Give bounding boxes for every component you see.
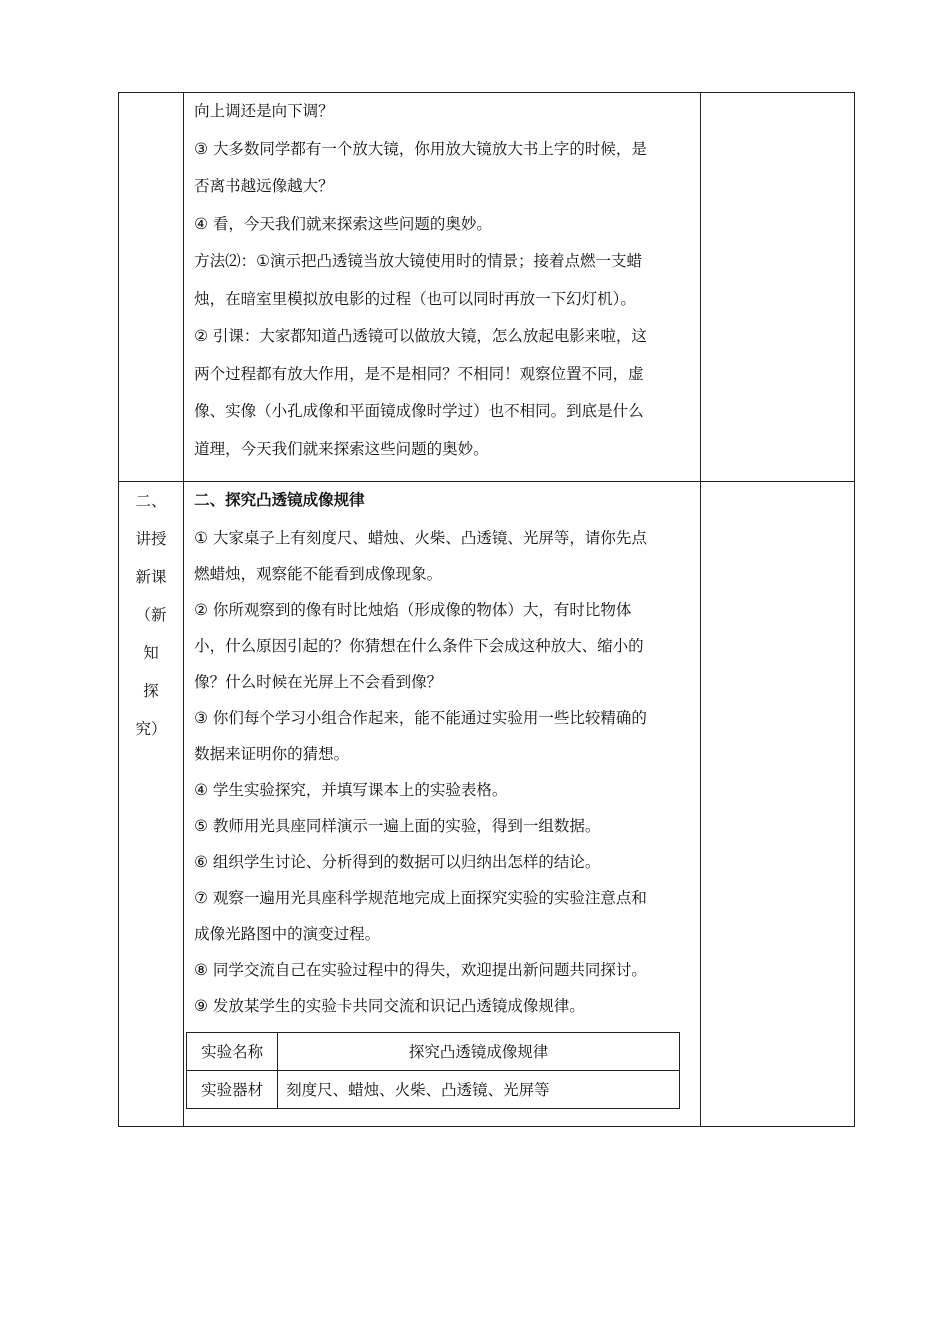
experiment-name-label: 实验名称 xyxy=(187,1032,278,1070)
text-line: 像？什么时候在光屏上不会看到像？ xyxy=(194,672,443,691)
table-row xyxy=(187,1032,680,1070)
experiment-name-value: 探究凸透镜成像规律 xyxy=(278,1032,680,1070)
notes-cell xyxy=(700,93,854,482)
stage-cell xyxy=(119,482,184,1127)
content-body xyxy=(184,482,700,1109)
text-line: 小，什么原因引起的？你猜想在什么条件下会成这种放大、缩小的 xyxy=(194,636,644,655)
text-line: ① 大家桌子上有刻度尺、蜡烛、火柴、凸透镜、光屏等，请你先点 xyxy=(194,528,647,547)
experiment-equipment-label: 实验器材 xyxy=(187,1070,278,1108)
content-lines xyxy=(194,520,692,1024)
text-line: 成像光路图中的演变过程。 xyxy=(194,924,381,943)
text-line: ⑧ 同学交流自己在实验过程中的得失，欢迎提出新问题共同探讨。 xyxy=(194,960,647,979)
table-row xyxy=(119,482,855,1127)
notes-cell xyxy=(700,482,854,1127)
text-line: ⑤ 教师用光具座同样演示一遍上面的实验，得到一组数据。 xyxy=(194,816,601,835)
text-line: ⑥ 组织学生讨论、分析得到的数据可以归纳出怎样的结论。 xyxy=(194,852,601,871)
text-line: 知 xyxy=(143,644,159,662)
text-line: 烛，在暗室里模拟放电影的过程（也可以同时再放一下幻灯机）。 xyxy=(194,289,636,308)
section-heading: 二、探究凸透镜成像规律 xyxy=(194,491,365,509)
text-line: 向上调还是向下调？ xyxy=(194,102,334,120)
text-line: 燃蜡烛，观察能不能看到成像现象。 xyxy=(194,564,443,583)
text-line: ② 引课：大家都知道凸透镜可以做放大镜，怎么放起电影来啦，这 xyxy=(194,327,647,345)
text-line: 数据来证明你的猜想。 xyxy=(194,744,350,763)
text-line: ⑨ 发放某学生的实验卡共同交流和识记凸透镜成像规律。 xyxy=(194,996,585,1015)
stage-label xyxy=(119,482,183,748)
text-line: 探 xyxy=(143,682,159,700)
experiment-table xyxy=(186,1032,680,1109)
text-line: 二、 xyxy=(135,492,167,510)
table-row xyxy=(119,93,855,482)
text-line: ④ 学生实验探究，并填写课本上的实验表格。 xyxy=(194,780,508,799)
text-line: 道理，今天我们就来探索这些问题的奥妙。 xyxy=(194,439,489,458)
stage-cell-empty xyxy=(119,93,184,482)
text-line: ⑦ 观察一遍用光具座科学规范地完成上面探究实验的实验注意点和 xyxy=(194,888,647,907)
lesson-plan-table xyxy=(118,92,855,1127)
table-row xyxy=(187,1070,680,1108)
content-cell xyxy=(184,482,701,1127)
text-line: 究） xyxy=(135,720,167,738)
text-line: 方法⑵：①演示把凸透镜当放大镜使用时的情景；接着点燃一支蜡 xyxy=(194,252,642,270)
text-line: 讲授 xyxy=(135,530,167,548)
text-line: 否离书越远像越大？ xyxy=(194,177,334,195)
experiment-equipment-value: 刻度尺、蜡烛、火柴、凸透镜、光屏等 xyxy=(278,1070,680,1108)
text-line: 新课 xyxy=(135,568,167,586)
text-line: （新 xyxy=(135,606,167,624)
text-line: ③ 你们每个学习小组合作起来，能不能通过实验用一些比较精确的 xyxy=(194,708,647,727)
content-body xyxy=(184,93,700,468)
text-line: ③ 大多数同学都有一个放大镜，你用放大镜放大书上字的时候，是 xyxy=(194,139,647,158)
text-line: 两个过程都有放大作用，是不是相同？不相同！观察位置不同，虚 xyxy=(194,364,644,383)
content-cell xyxy=(184,93,701,482)
text-line: 像、实像（小孔成像和平面镜成像时学过）也不相同。到底是什么 xyxy=(194,402,644,420)
text-line: ④ 看，今天我们就来探索这些问题的奥妙。 xyxy=(194,214,492,233)
text-line: ② 你所观察到的像有时比烛焰（形成像的物体）大，有时比物体 xyxy=(194,600,632,619)
